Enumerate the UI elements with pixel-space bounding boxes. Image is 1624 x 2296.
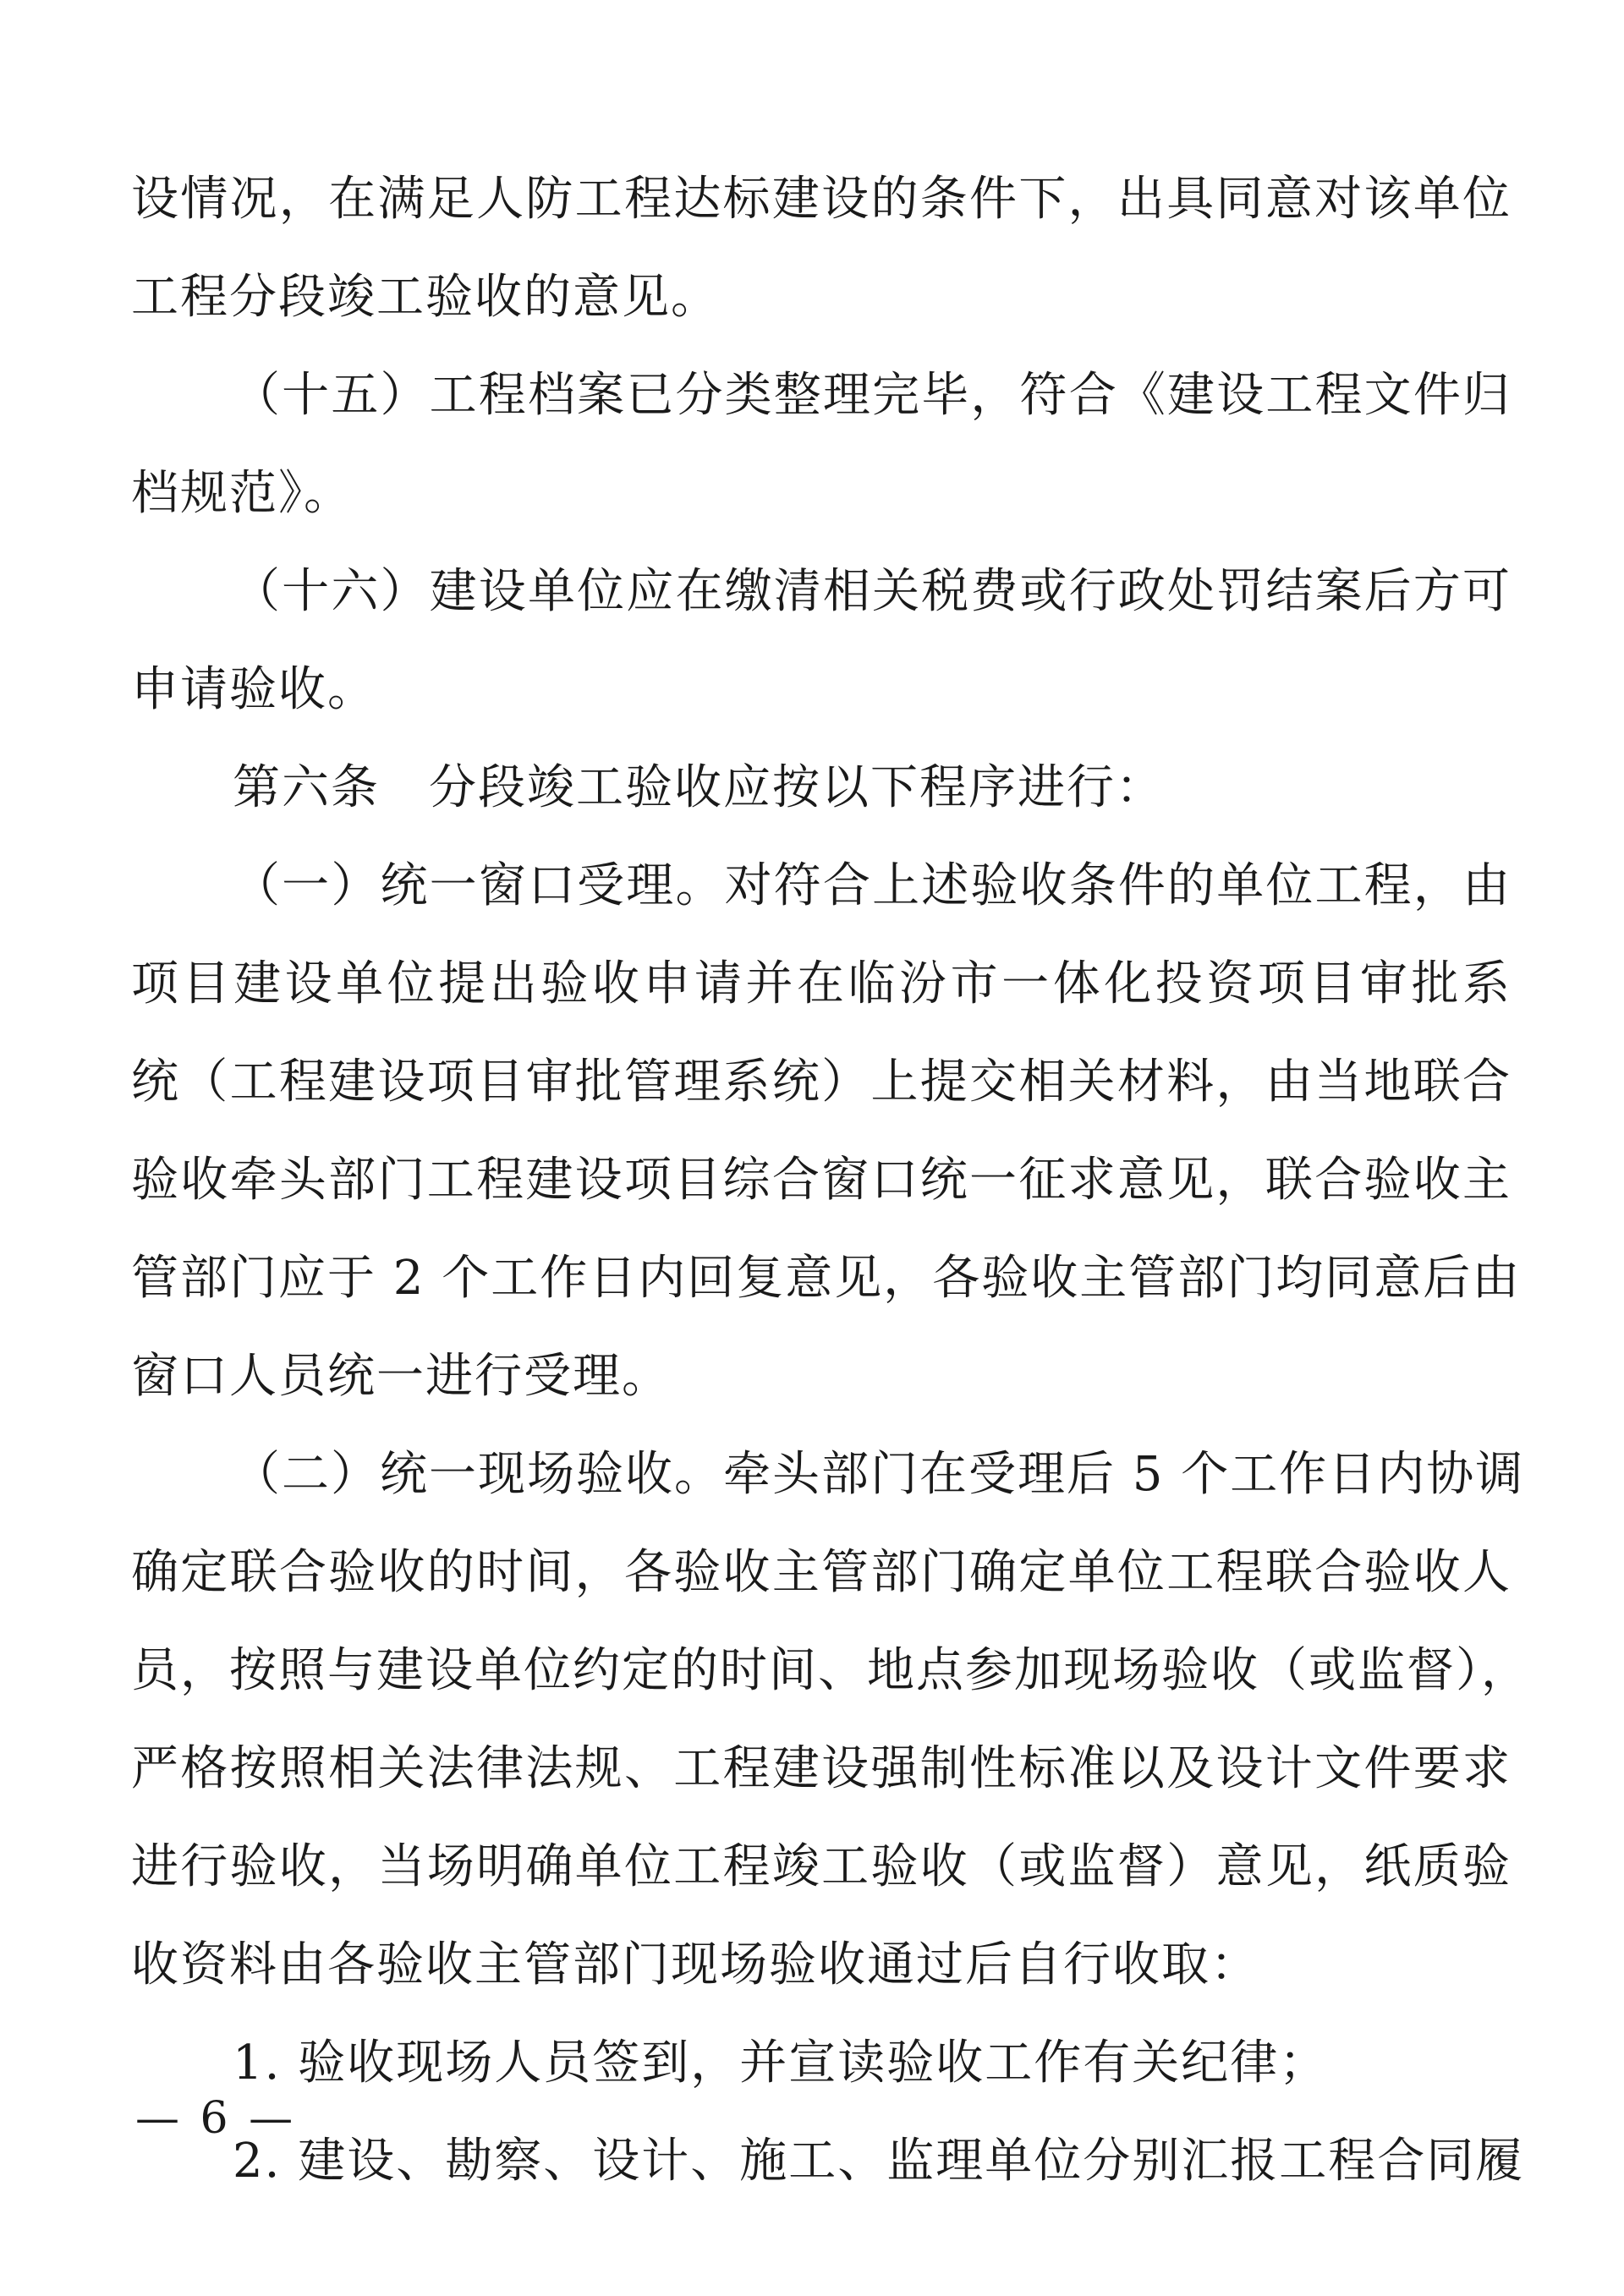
list-item: 2. 建设、勘察、设计、施工、监理单位分别汇报工程合同履 xyxy=(233,2134,1525,2189)
page-number: — 6 — xyxy=(135,2093,297,2144)
text-line: 进行验收，当场明确单位工程竣工验收（或监督）意见，纸质验 xyxy=(131,1839,1512,1894)
document-body xyxy=(131,151,1530,2211)
text-line: 档规范》。 xyxy=(131,466,353,521)
text-line: 收资料由各验收主管部门现场验收通过后自行收取： xyxy=(131,1937,1259,1992)
list-item: 1. 验收现场人员签到，并宣读验收工作有关纪律； xyxy=(233,2036,1329,2091)
text-line: 管部门应于 2 个工作日内回复意见，各验收主管部门均同意后由 xyxy=(131,1251,1522,1306)
text-line: 验收牵头部门工程建设项目综合窗口统一征求意见，联合验收主 xyxy=(131,1153,1512,1208)
article-heading: 第六条 分段竣工验收应按以下程序进行： xyxy=(233,760,1165,815)
text-line: 申请验收。 xyxy=(131,662,376,717)
text-line: 统（工程建设项目审批管理系统）上提交相关材料，由当地联合 xyxy=(131,1055,1512,1110)
text-line: 窗口人员统一进行受理。 xyxy=(131,1349,671,1404)
text-line: 严格按照相关法律法规、工程建设强制性标准以及设计文件要求 xyxy=(131,1741,1512,1796)
text-line: 项目建设单位提出验收申请并在临汾市一体化投资项目审批系 xyxy=(131,956,1512,1011)
text-line: （一）统一窗口受理。对符合上述验收条件的单位工程，由 xyxy=(233,858,1512,913)
text-line: （十六）建设单位应在缴清相关税费或行政处罚结案后方可 xyxy=(233,564,1512,619)
text-line: 工程分段竣工验收的意见。 xyxy=(131,270,720,325)
text-line: 员，按照与建设单位约定的时间、地点参加现场验收（或监督）， xyxy=(131,1643,1530,1698)
text-line: 确定联合验收的时间，各验收主管部门确定单位工程联合验收人 xyxy=(131,1545,1512,1600)
text-line: （十五）工程档案已分类整理完毕，符合《建设工程文件归 xyxy=(233,368,1512,423)
text-line: （二）统一现场验收。牵头部门在受理后 5 个工作日内协调 xyxy=(233,1447,1525,1502)
text-line: 设情况，在满足人防工程达标建设的条件下，出具同意对该单位 xyxy=(131,172,1512,227)
